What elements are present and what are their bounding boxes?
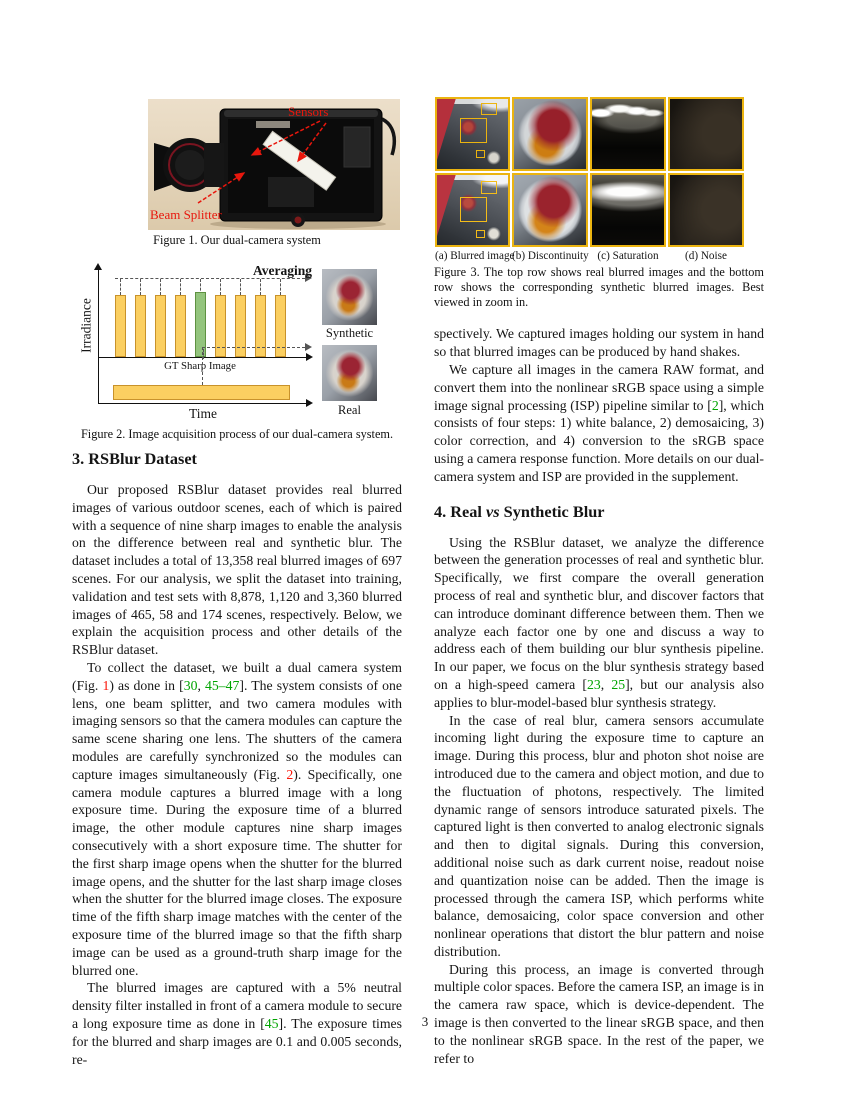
label-blurred-image: (a) Blurred image [435, 250, 515, 262]
car-photo [437, 175, 508, 245]
annotation-box [481, 103, 497, 116]
figure1-caption: Figure 1. Our dual-camera system [153, 233, 321, 247]
real-discontinuity-panel [512, 97, 588, 171]
noise-photo [670, 99, 742, 169]
figure3-caption: Figure 3. The top row shows real blurred images and the bottom row shows the corresponding synthetic blurred images. Best viewed in zoom in. [434, 265, 764, 309]
real-blurred-image-panel [435, 97, 510, 171]
figure-ref-link[interactable]: 1 [102, 677, 110, 693]
annotation-box [476, 230, 485, 238]
bar-dashed-tick [280, 279, 281, 295]
real-blur-image [322, 345, 377, 401]
section-4-heading: 4. Real vs Synthetic Blur [434, 501, 605, 521]
page-number: 3 [421, 1014, 429, 1029]
averaging-label: Averaging [253, 263, 312, 278]
figure2-diagram [72, 265, 402, 423]
synthetic-noise-panel [668, 173, 744, 247]
gt-dashed-tick [203, 349, 204, 359]
figure3-grid [435, 97, 744, 247]
taillight-photo [514, 99, 586, 169]
label-noise: (d) Noise [685, 250, 727, 262]
synthetic-saturation-panel [590, 173, 666, 247]
bar-dashed-tick [120, 279, 121, 295]
real-arrowhead [305, 343, 312, 351]
left-column [72, 449, 402, 1068]
sharp-exposure-bar [135, 295, 146, 357]
sharp-exposure-bar [175, 295, 186, 357]
paragraph: In the case of real blur, camera sensors accumulate incoming light during the exposure time to capture an image. During this process, blur and photon shot noise are introduced due to the camera and object motion, and due to the fluctuation of photons, respectively. The limited dynamic range of sensors introduce saturated pixels. The captured light is then converted to analog electronic signals and then to digital signals. During this conversion, additional noise such as dark current noise, readout noise and quantization noise can be added. Then the image is processed through the camera ISP, which performs white balance, demosaicing, color space conversion and other nonlinear operations that distort the blur pattern and noise distribution. [434, 712, 764, 959]
citation-link[interactable]: 30 [183, 677, 198, 693]
bar-dashed-tick [160, 279, 161, 295]
synthetic-blur-image [322, 269, 377, 325]
annotation-box [460, 197, 486, 222]
noise-photo [670, 175, 742, 245]
annotation-box [460, 118, 486, 143]
saturation-photo [592, 175, 664, 245]
citation-link[interactable]: 47 [225, 677, 240, 693]
synthetic-discontinuity-panel [512, 173, 588, 247]
annotation-box [476, 150, 485, 158]
bar-dashed-tick [240, 279, 241, 295]
bar-dashed-tick [140, 279, 141, 295]
citation-link[interactable]: 45 [264, 1015, 279, 1031]
sensor-module [344, 127, 370, 167]
paragraph: The blurred images are captured with a 5% neutral density filter installed in front of a camera module to secure a long exposure time as done in [45]. The exposure times for the blurred and sharp images are 0.1 and 0.005 seconds, re- [72, 980, 402, 1067]
right-column [434, 265, 764, 1067]
real-dashed-vertical [202, 347, 203, 385]
sharp-exposure-bar [115, 295, 126, 357]
citation-link[interactable]: 25 [611, 676, 626, 692]
sensors-label: Sensors [288, 104, 329, 119]
paragraph: During this process, an image is converted through multiple color spaces. Before the camera ISP, an image is in the camera raw space, which is device-dependent. The image is then converted to the linear sRGB space, and then to the nonlinear sRGB space. In the rest of the paper, we refer to [434, 961, 764, 1066]
synthetic-label: Synthetic [325, 326, 374, 340]
real-noise-panel [668, 97, 744, 171]
beam-splitter-label: Beam Splitter [150, 207, 222, 222]
x-axis-bottom [98, 403, 306, 404]
citation-link[interactable]: 2 [711, 397, 719, 413]
figure3-column-labels [435, 250, 744, 262]
real-dashed-line [202, 347, 305, 348]
figure3 [435, 97, 744, 262]
bar-dashed-tick [260, 279, 261, 295]
paragraph: Our proposed RSBlur dataset provides real blurred images of various outdoor scenes, each of which is paired with a sequence of nine sharp images to enable the analysis on the difference between real and synthetic blur. The dataset includes a total of 13,358 real blurred images of 697 scenes. For our analysis, we split the dataset into training, validation and test sets with 8,878, 1,120 and 3,360 blurred images of 465, 58 and 174 scenes, respectively. Below, we explain the acquisition process and other details of the RSBlur dataset. [72, 482, 402, 658]
saturation-photo [592, 99, 664, 169]
lens-barrel [204, 143, 224, 187]
taillight-photo [514, 175, 586, 245]
car-photo [437, 99, 508, 169]
gt-sharp-image-label: GT Sharp Image [164, 360, 236, 372]
figure1-photo [148, 99, 400, 230]
time-axis-label: Time [188, 406, 217, 421]
synthetic-blurred-image-panel [435, 173, 510, 247]
citation-link[interactable]: 23 [587, 676, 601, 692]
paragraph: We capture all images in the camera RAW format, and convert them into the nonlinear sRGB space using a simple image signal processing (ISP) pipeline similar to [2], which consists of four steps: 1) white balance, 2) demosaicing, 3) color correction, and 4) conversion to the sRGB space using a camera response function. More details on our dual-camera system and ISP are provided in the supplement. [434, 361, 764, 484]
section-3-heading: 3. RSBlur Dataset [72, 449, 197, 468]
paragraph: To collect the dataset, we built a dual camera system (Fig. 1) as done in [30, 45–47]. The system consists of one lens, one beam splitter, and two camera modules with imaging sensors so that the camera modules can capture the same scene sharing one lens. The shutters of the camera modules are carefully synchronized so the modules can capture images simultaneously (Fig. 2). Specifically, one camera module captures a blurred image with a long exposure time. During the exposure time of a blurred image, the other module captures nine sharp images consecutively with a short exposure time. The shutter for the first sharp image opens when the shutter for the blurred image opens, and the shutter for the last sharp image closes when the shutter for the blurred image closes. The exposure time of the fifth sharp image matches with the center of the exposure time of the blurred image so that the fifth sharp image can be used as a ground-truth sharp image for the blurred one. [72, 659, 403, 978]
annotation-box [481, 181, 497, 194]
sharp-exposure-bar [155, 295, 166, 357]
paragraph: Using the RSBlur dataset, we analyze the difference between the generation processes of real and synthetic blur. Specifically, we first compare the overall generation process of real and synthetic blur, and discover factors that can introduce dominant difference between them. Then we analyze each factor one by one and discuss a way to address each of them building our blur synthesis pipeline. In our paper, we focus on the blur synthesis strategy based on a high-speed camera [23, 25], but our analysis also applies to blur-model-based blur synthesis strategy. [434, 534, 764, 710]
label-discontinuity: (b) Discontinuity [512, 250, 589, 262]
figure-ref-link[interactable]: 2 [286, 766, 294, 782]
citation-link[interactable]: 45 [205, 677, 219, 693]
camera-module [268, 177, 314, 207]
paragraph: spectively. We captured images holding our system in hand so that blurred images can be produced by hand shakes. [434, 326, 764, 360]
irradiance-axis-label: Irradiance [78, 298, 94, 353]
tripod-knob [295, 217, 302, 224]
bar-dashed-tick [180, 279, 181, 295]
label-saturation: (c) Saturation [597, 250, 659, 262]
x-axis-top-arrowhead [306, 353, 313, 361]
real-saturation-panel [590, 97, 666, 171]
citation-link[interactable]: – [218, 677, 226, 693]
figure2-caption: Figure 2. Image acquisition process of our dual-camera system. [80, 427, 394, 441]
bar-dashed-tick [220, 279, 221, 295]
blurred-exposure-bar [113, 385, 290, 400]
real-label: Real [338, 403, 361, 417]
